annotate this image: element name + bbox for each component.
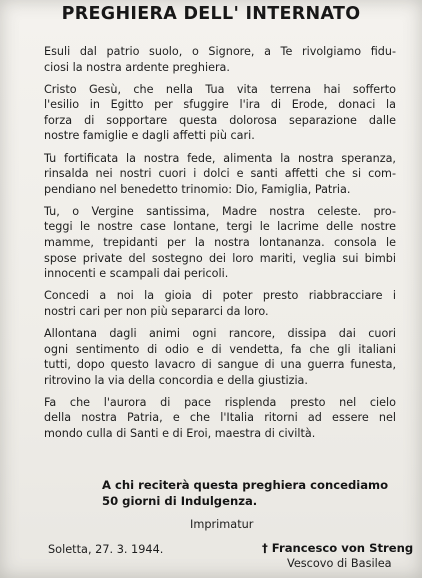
paragraph-line: pendiano nel benedetto trinomio: Dio, Famiglia, Patria. <box>44 182 351 196</box>
signer <box>262 541 413 555</box>
paragraph-line: mondo culla di Santi e di Eroi, maestra di civiltà. <box>44 427 316 441</box>
paragraph-7 <box>44 395 396 442</box>
paragraph-line: Cristo Gesù, che nella Tua vita terrena hai sofferto <box>44 82 396 96</box>
paragraph-line: della nostra Patria, e che l'Italia ritorni ad essere nel <box>44 411 396 425</box>
paragraph-line: l'esilio in Egitto per sfuggire l'ira di Erode, donaci la <box>44 98 396 112</box>
paragraph-line: nostri cari per non più separarci da loro. <box>44 304 269 318</box>
paragraph-line: Tu fortificata la nostra fede, alimenta la nostra speranza, <box>44 151 396 165</box>
paragraph-line: ciosi la nostra ardente preghiera. <box>44 60 230 74</box>
place-date: Soletta, 27. 3. 1944. <box>48 543 164 556</box>
paragraph-line: rinsalda nei nostri cuori i dolci e santi affetti che si com- <box>44 167 396 181</box>
signer-name: Francesco von Streng <box>271 541 414 555</box>
paragraph-line: nostre famiglie e dagli affetti più cari. <box>44 129 255 143</box>
paragraph-line: Esuli dal patrio suolo, o Signore, a Te rivolgiamo fidu- <box>44 45 396 58</box>
paragraph-5 <box>44 288 396 319</box>
paragraph-line: innocenti e scampali dai pericoli. <box>44 267 229 281</box>
paragraph-line: forza di sopportare questa dolorosa separazione dalle <box>44 113 396 127</box>
cross-icon: † <box>262 541 268 555</box>
paragraph-2 <box>44 82 396 144</box>
paragraph-line: Tu, o Vergine santissima, Madre nostra celeste. pro- <box>44 204 396 218</box>
indulgence-line: 50 giorni di Indulgenza. <box>102 493 258 508</box>
paragraph-6 <box>44 326 396 388</box>
paragraph-line: ritrovino la via della concordia e della giustizia. <box>44 373 308 387</box>
imprimatur-label: Imprimatur <box>190 518 254 531</box>
paragraph-3 <box>44 151 396 198</box>
document-title: PREGHIERA DELL' INTERNATO <box>61 4 361 24</box>
paragraph-line: ogni sentimento di odio e di vendetta, fa che gli italiani <box>44 342 396 356</box>
prayer-body <box>44 44 396 448</box>
signer-role: Vescovo di Basilea <box>287 557 392 570</box>
paragraph-line: Fa che l'aurora di pace risplenda presto nel cielo <box>44 395 396 409</box>
paragraph-1 <box>44 44 396 75</box>
paragraph-line: Concedi a noi la gioia di poter presto riabbracciare i <box>44 289 396 303</box>
paragraph-line: teggi le nostre case lontane, tergi le lacrime delle nostre <box>44 220 396 234</box>
paragraph-line: spose private del sostegno dei loro mariti, veglia sui bimbi <box>44 251 396 265</box>
indulgence-notice <box>44 478 396 509</box>
paragraph-line: mamme, trepidanti per la nostra lontananza. consola le <box>44 236 396 250</box>
indulgence-line: A chi reciterà questa preghiera concediamo <box>102 478 389 492</box>
paragraph-line: tutti, dopo questo lavacro di sangue di una guerra funesta, <box>44 358 396 372</box>
paragraph-line: Allontana dagli animi ogni rancore, dissipa dai cuori <box>44 327 396 340</box>
paragraph-4 <box>44 204 396 282</box>
